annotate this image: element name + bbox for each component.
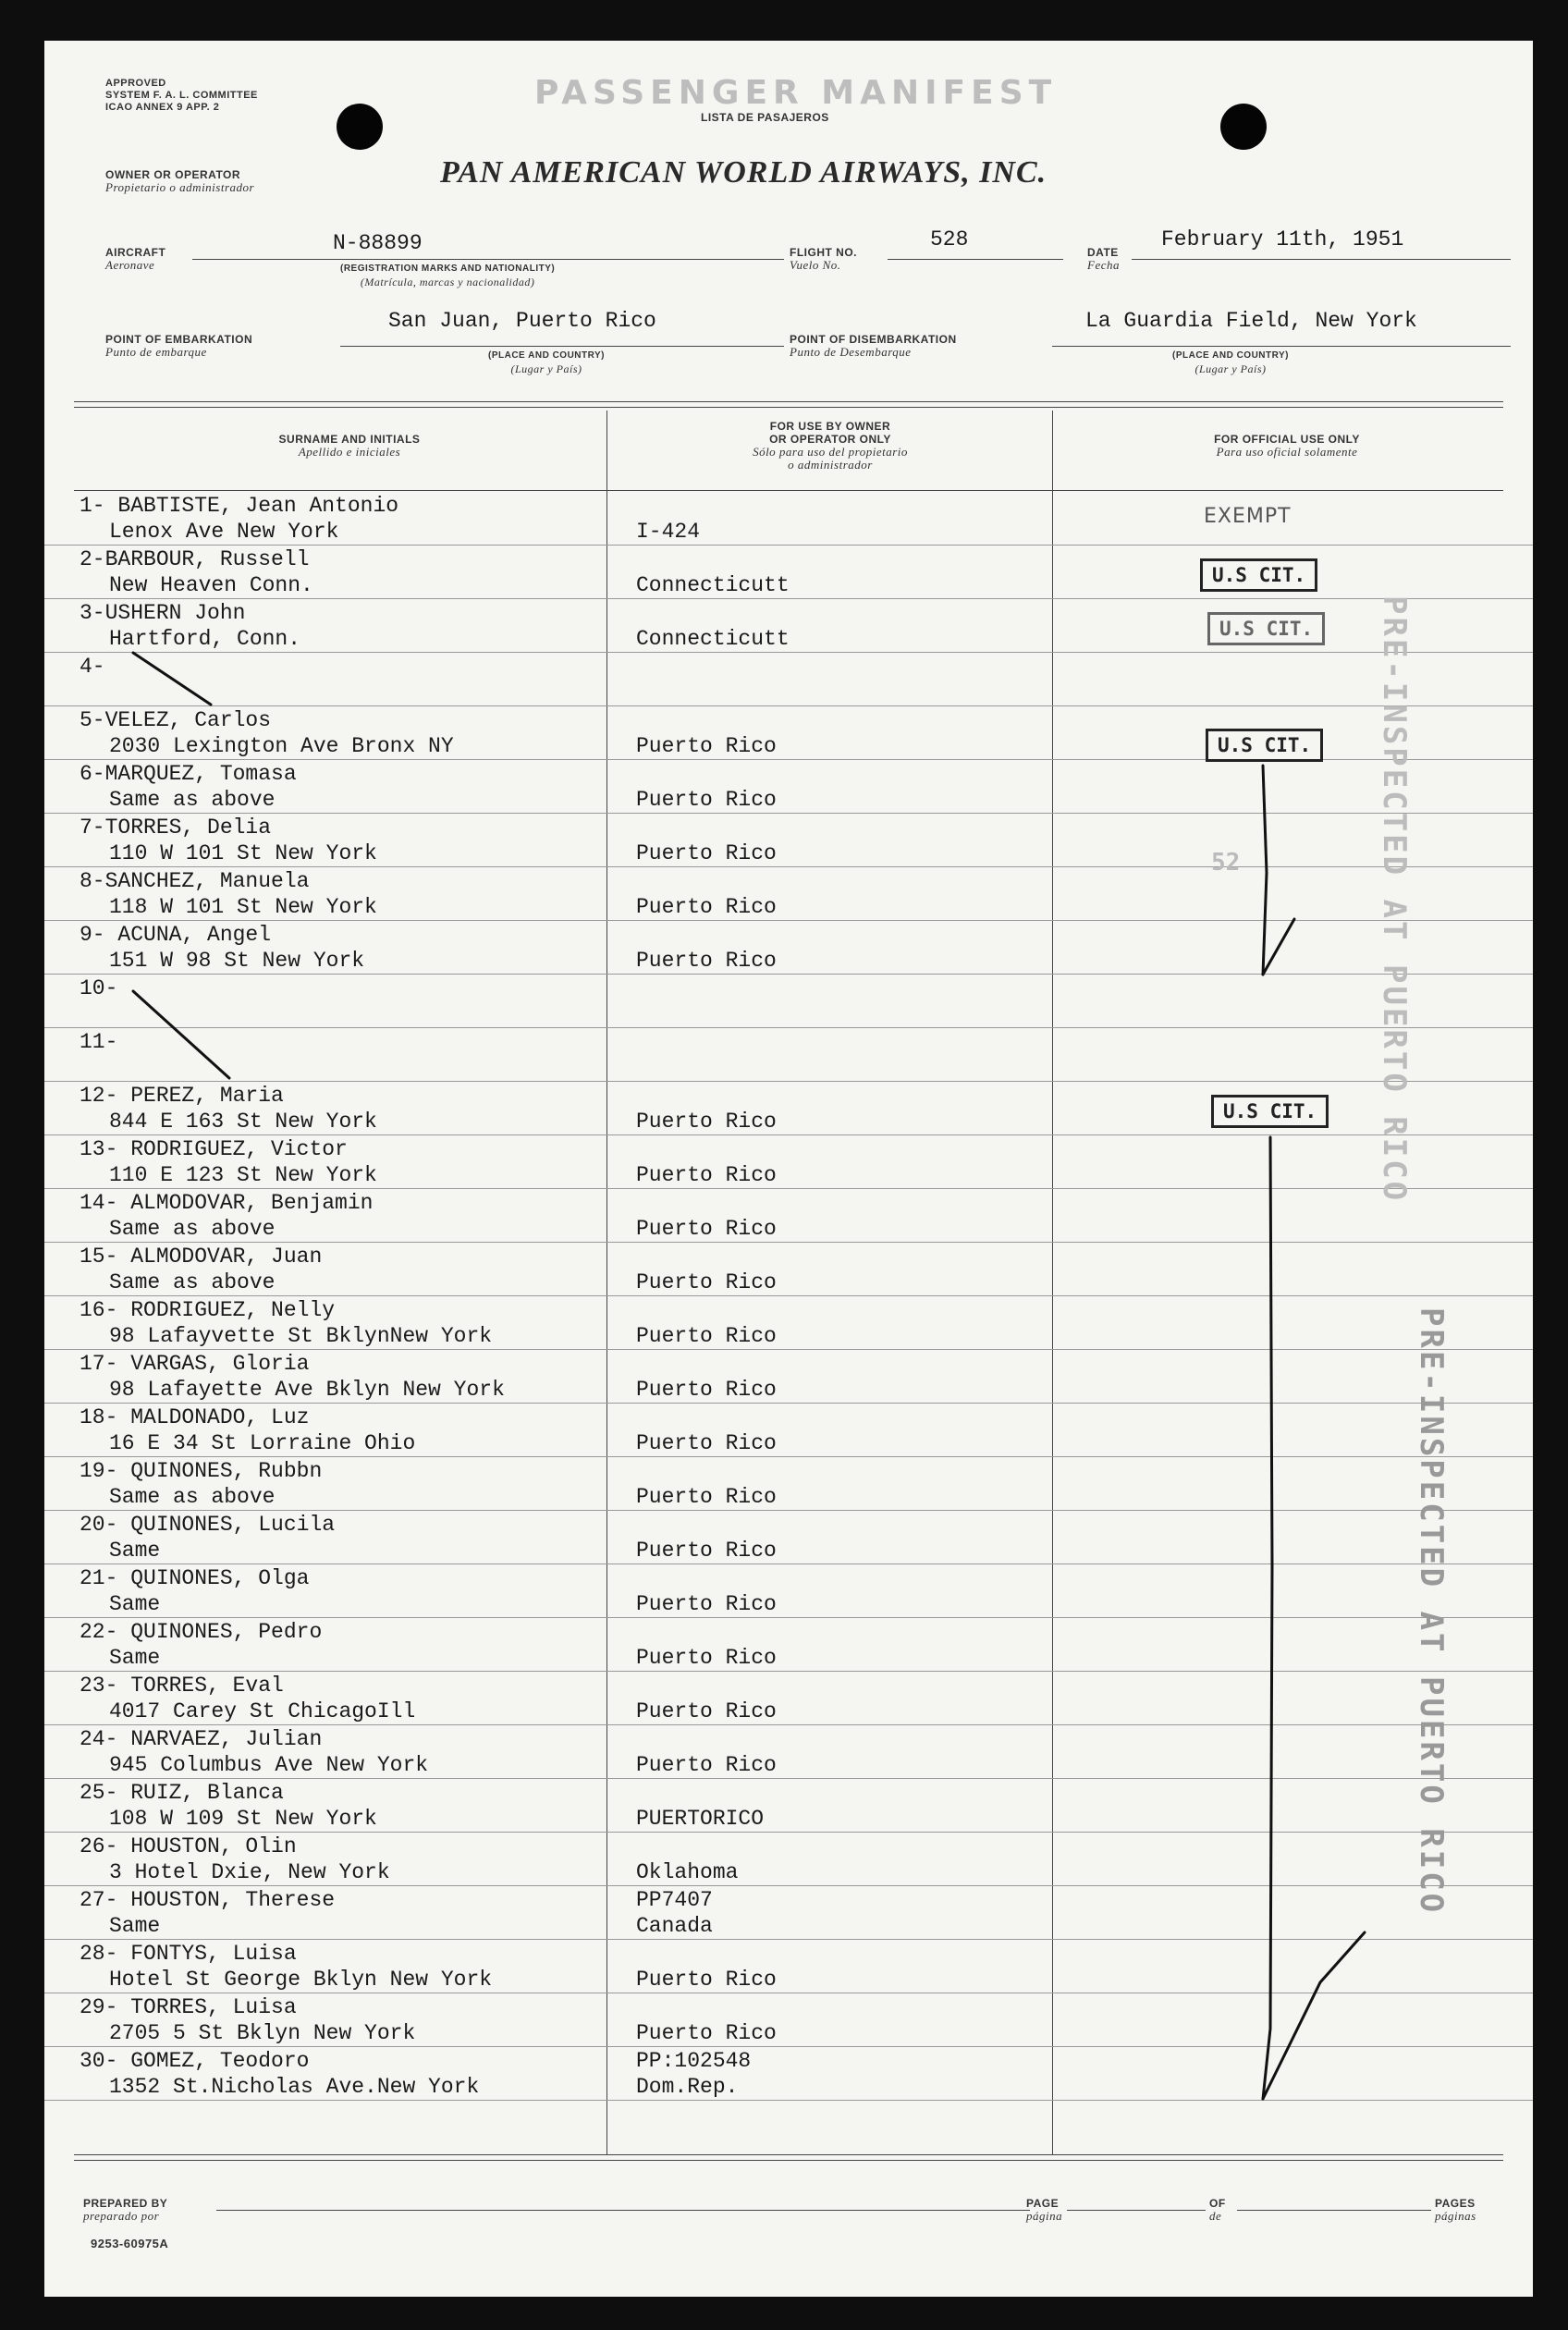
of-label-en: OF [1209, 2197, 1226, 2210]
check-mark-upper [1263, 919, 1294, 975]
passenger-origin: Puerto Rico [636, 1539, 777, 1563]
us-cit-stamp-2: U.S CIT. [1207, 612, 1325, 645]
us-cit-stamp-4: U.S CIT. [1211, 1095, 1329, 1128]
col-header-owner-en-1: FOR USE BY OWNER [769, 420, 891, 433]
passenger-origin: Puerto Rico [636, 2021, 777, 2045]
embark-label-es: Punto de embarque [105, 345, 207, 359]
passenger-name: 26- HOUSTON, Olin [80, 1834, 297, 1858]
passenger-address: Lenox Ave New York [109, 520, 339, 544]
count-mark: 52 [1211, 849, 1241, 877]
passenger-name: 25- RUIZ, Blanca [80, 1781, 284, 1805]
embark-label-en: POINT OF EMBARKATION [105, 333, 253, 346]
passenger-name: 22- QUINONES, Pedro [80, 1620, 323, 1644]
passenger-name: 29- TORRES, Luisa [80, 1995, 297, 2019]
flight-no-label-en: FLIGHT NO. [790, 246, 857, 259]
passenger-origin: I-424 [636, 520, 701, 544]
passenger-origin: Puerto Rico [636, 1431, 777, 1455]
airline-name: PAN AMERICAN WORLD AIRWAYS, INC. [440, 155, 1047, 190]
pages-label [1435, 2197, 1476, 2223]
registration-note-es: (Matrícula, marcas y nacionalidad) [360, 276, 535, 288]
system-text: SYSTEM F. A. L. COMMITTEE [105, 90, 258, 101]
aircraft-label-es: Aeronave [105, 258, 155, 272]
passenger-origin: Puerto Rico [636, 1270, 777, 1294]
pages-label-en: PAGES [1435, 2197, 1476, 2210]
passenger-address: Same [109, 1646, 161, 1670]
passenger-address: 1352 St.Nicholas Ave.New York [109, 2075, 480, 2099]
page-title-es: LISTA DE PASAJEROS [701, 111, 829, 124]
strike-line-row-4 [133, 653, 211, 705]
passenger-name: 18- MALDONADO, Luz [80, 1405, 310, 1429]
passenger-name: 12- PEREZ, Maria [80, 1084, 284, 1108]
page-label-en: PAGE [1026, 2197, 1060, 2210]
passenger-origin: Puerto Rico [636, 1968, 777, 1992]
passenger-name: 20- QUINONES, Lucila [80, 1513, 336, 1537]
flight-no-label-es: Vuelo No. [790, 258, 841, 272]
passenger-name: 28- FONTYS, Luisa [80, 1942, 297, 1966]
col-header-official-en: FOR OFFICIAL USE ONLY [1214, 433, 1360, 446]
owner-label-es: Propietario o administrador [105, 180, 255, 194]
pages-label-es: páginas [1435, 2209, 1476, 2223]
check-mark-lower [1263, 1932, 1365, 2099]
passenger-name: 16- RODRIGUEZ, Nelly [80, 1298, 336, 1322]
passenger-address: Same [109, 1539, 161, 1563]
passenger-name: 19- QUINONES, Rubbn [80, 1459, 323, 1483]
passenger-origin: Puerto Rico [636, 841, 777, 865]
passenger-address: 16 E 34 St Lorraine Ohio [109, 1431, 416, 1455]
passenger-origin: Puerto Rico [636, 1324, 777, 1348]
passenger-origin: Connecticutt [636, 627, 790, 651]
passenger-origin: Canada [636, 1914, 713, 1938]
passenger-origin: Puerto Rico [636, 1217, 777, 1241]
embark-value: San Juan, Puerto Rico [388, 309, 656, 333]
passenger-origin: Puerto Rico [636, 1699, 777, 1723]
passenger-origin: Puerto Rico [636, 1110, 777, 1134]
passenger-origin: Oklahoma [636, 1860, 739, 1884]
passenger-address: 98 Lafayette Ave Bklyn New York [109, 1378, 505, 1402]
passenger-origin: Puerto Rico [636, 1378, 777, 1402]
page-label [1026, 2197, 1062, 2223]
passenger-origin: Puerto Rico [636, 895, 777, 919]
registration-note-en: (REGISTRATION MARKS AND NATIONALITY) [340, 264, 556, 274]
col-header-surname-es: Apellido e iniciales [298, 445, 401, 459]
passenger-name: 9- ACUNA, Angel [80, 923, 272, 947]
page-label-es: página [1026, 2209, 1063, 2223]
passenger-name: 5-VELEZ, Carlos [80, 708, 272, 732]
passenger-name: 7-TORRES, Delia [80, 816, 272, 840]
aircraft-value: N-88899 [333, 231, 423, 255]
exempt-stamp: EXEMPT [1204, 505, 1292, 528]
embark-place-note-en: (PLACE AND COUNTRY) [488, 350, 605, 361]
passenger-origin: Connecticutt [636, 573, 790, 597]
passenger-address: Hartford, Conn. [109, 627, 301, 651]
passenger-origin: Puerto Rico [636, 1592, 777, 1616]
passenger-name: 15- ALMODOVAR, Juan [80, 1245, 323, 1269]
passenger-origin: Dom.Rep. [636, 2075, 739, 2099]
strike-line-row-10-11 [133, 991, 229, 1078]
passenger-address: Same [109, 1914, 161, 1938]
prepared-by-en: PREPARED BY [83, 2197, 168, 2210]
passenger-name: 1- BABTISTE, Jean Antonio [80, 494, 399, 518]
passenger-origin: Puerto Rico [636, 949, 777, 973]
passenger-address: 151 W 98 St New York [109, 949, 365, 973]
passenger-address: Same as above [109, 1217, 276, 1241]
passenger-origin: PUERTORICO [636, 1807, 765, 1831]
passenger-address: Same as above [109, 1485, 276, 1509]
manifest-sheet [44, 41, 1533, 2297]
passenger-address: 3 Hotel Dxie, New York [109, 1860, 390, 1884]
handwriting-overlay [44, 41, 1533, 2297]
passenger-name: 11- [80, 1030, 118, 1054]
passenger-address: Same as above [109, 788, 276, 812]
passenger-document: PP:102548 [636, 2049, 752, 2073]
prepared-by-label [83, 2197, 167, 2223]
us-cit-stamp-1: U.S CIT. [1200, 558, 1317, 592]
icao-text: ICAO ANNEX 9 APP. 2 [105, 102, 220, 113]
passenger-address: Hotel St George Bklyn New York [109, 1968, 493, 1992]
passenger-name: 23- TORRES, Eval [80, 1674, 284, 1698]
bracket-line-upper [1263, 766, 1267, 975]
passenger-name: 6-MARQUEZ, Tomasa [80, 762, 297, 786]
prepared-by-es: preparado por [83, 2209, 160, 2223]
passenger-origin: Puerto Rico [636, 1753, 777, 1777]
passenger-address: 98 Lafayvette St BklynNew York [109, 1324, 493, 1348]
passenger-origin: Puerto Rico [636, 1485, 777, 1509]
passenger-address: 110 E 123 St New York [109, 1163, 377, 1187]
passenger-origin: Puerto Rico [636, 734, 777, 758]
passenger-address: 2030 Lexington Ave Bronx NY [109, 734, 454, 758]
passenger-name: 2-BARBOUR, Russell [80, 547, 310, 571]
bracket-line-lower [1263, 1137, 1272, 2099]
disembark-place-note-es: (Lugar y País) [1194, 362, 1267, 375]
us-cit-stamp-3: U.S CIT. [1206, 729, 1323, 762]
col-header-owner-es-1: Sólo para uso del propietario [753, 445, 908, 459]
passenger-name: 17- VARGAS, Gloria [80, 1352, 310, 1376]
passenger-name: 30- GOMEZ, Teodoro [80, 2049, 310, 2073]
aircraft-label-en: AIRCRAFT [105, 246, 166, 259]
passenger-name: 27- HOUSTON, Therese [80, 1888, 336, 1912]
passenger-name: 10- [80, 976, 118, 1000]
passenger-address: 108 W 109 St New York [109, 1807, 377, 1831]
preinspected-stamp-2: PRE-INSPECTED AT PUERTO RICO [1413, 1307, 1450, 1916]
passenger-address: 844 E 163 St New York [109, 1110, 377, 1134]
passenger-origin: Puerto Rico [636, 788, 777, 812]
passenger-origin: Puerto Rico [636, 1646, 777, 1670]
of-label-es: de [1209, 2209, 1222, 2223]
col-header-owner-es-2: o administrador [788, 458, 873, 472]
passenger-address: Same [109, 1592, 161, 1616]
col-header-surname-en: SURNAME AND INITIALS [278, 433, 421, 446]
flight-no-value: 528 [930, 227, 969, 251]
passenger-address: 118 W 101 St New York [109, 895, 377, 919]
disembark-place-note-en: (PLACE AND COUNTRY) [1172, 350, 1289, 361]
disembark-label-en: POINT OF DISEMBARKATION [790, 333, 957, 346]
passenger-document: PP7407 [636, 1888, 713, 1912]
page-title: PASSENGER MANIFEST [534, 74, 1058, 112]
disembark-label-es: Punto de Desembarque [790, 345, 912, 359]
passenger-address: Same as above [109, 1270, 276, 1294]
date-value: February 11th, 1951 [1161, 227, 1404, 251]
approved-text: APPROVED [105, 78, 166, 89]
date-label-en: DATE [1087, 246, 1119, 259]
passenger-address: 2705 5 St Bklyn New York [109, 2021, 416, 2045]
passenger-name: 13- RODRIGUEZ, Victor [80, 1137, 348, 1161]
embark-place-note-es: (Lugar y País) [510, 362, 582, 375]
date-label-es: Fecha [1087, 258, 1120, 272]
passenger-name: 4- [80, 655, 105, 679]
passenger-name: 24- NARVAEZ, Julian [80, 1727, 323, 1751]
preinspected-stamp-1: PRE-INSPECTED AT PUERTO RICO [1376, 595, 1413, 1204]
form-number: 9253-60975A [91, 2237, 169, 2250]
passenger-address: 945 Columbus Ave New York [109, 1753, 429, 1777]
passenger-origin: Puerto Rico [636, 1163, 777, 1187]
col-header-official-es: Para uso oficial solamente [1216, 445, 1358, 459]
passenger-address: New Heaven Conn. [109, 573, 313, 597]
passenger-address: 4017 Carey St ChicagoIll [109, 1699, 416, 1723]
passenger-name: 21- QUINONES, Olga [80, 1566, 310, 1590]
passenger-address: 110 W 101 St New York [109, 841, 377, 865]
owner-label-en: OWNER OR OPERATOR [105, 168, 241, 181]
passenger-name: 8-SANCHEZ, Manuela [80, 869, 310, 893]
disembark-value: La Guardia Field, New York [1085, 309, 1417, 333]
passenger-name: 3-USHERN John [80, 601, 246, 625]
passenger-name: 14- ALMODOVAR, Benjamin [80, 1191, 374, 1215]
col-header-owner-en-2: OR OPERATOR ONLY [769, 433, 891, 446]
of-label [1209, 2197, 1226, 2223]
